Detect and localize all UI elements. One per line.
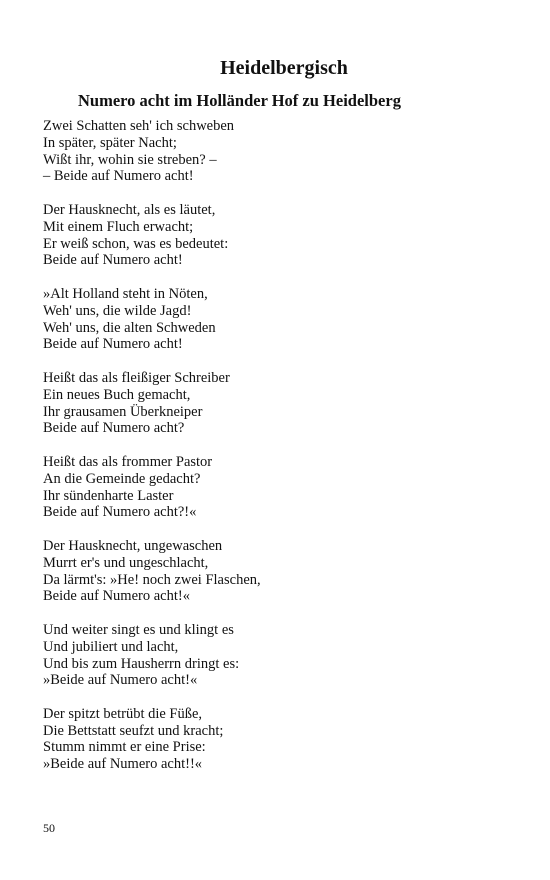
poem-line: Heißt das als fleißiger Schreiber	[43, 369, 230, 386]
poem-line: Beide auf Numero acht!	[43, 336, 183, 353]
poem-line: Der Hausknecht, ungewaschen	[43, 537, 223, 554]
stanza	[43, 706, 261, 773]
stanza	[43, 202, 261, 269]
poem-line: Beide auf Numero acht!	[43, 252, 183, 269]
poem-line: Murrt er's und ungeschlacht,	[43, 554, 209, 571]
poem-line: Beide auf Numero acht!«	[43, 588, 190, 605]
poem-line: »Alt Holland steht in Nöten,	[43, 285, 208, 302]
poem-title: Heidelbergisch	[220, 57, 348, 79]
poem-line: – Beide auf Numero acht!	[43, 168, 194, 185]
poem-line: Mit einem Fluch erwacht;	[43, 218, 194, 235]
poem-line: Ihr grausamen Überkneiper	[43, 403, 203, 420]
poem-line: In später, später Nacht;	[43, 134, 177, 151]
poem-line: »Beide auf Numero acht!«	[43, 672, 198, 689]
poem-line: An die Gemeinde gedacht?	[43, 470, 201, 487]
poem-line: Er weiß schon, was es bedeutet:	[43, 235, 229, 252]
poem-line: Und jubiliert und lacht,	[43, 638, 179, 655]
poem-line: Und weiter singt es und klingt es	[43, 621, 234, 638]
poem-line: Stumm nimmt er eine Prise:	[43, 739, 206, 756]
poem-line: Beide auf Numero acht?	[43, 420, 185, 437]
poem-line: Zwei Schatten seh' ich schweben	[43, 118, 235, 134]
poem-line: Weh' uns, die wilde Jagd!	[43, 302, 192, 319]
poem-line: Die Bettstatt seufzt und kracht;	[43, 722, 224, 739]
stanza	[43, 538, 261, 605]
stanza	[43, 454, 261, 521]
poem-line: Weh' uns, die alten Schweden	[43, 319, 216, 336]
stanza	[43, 370, 261, 437]
stanza	[43, 118, 261, 185]
poem-line: Beide auf Numero acht?!«	[43, 504, 197, 521]
page-number: 50	[43, 821, 55, 835]
poem-line: Ein neues Buch gemacht,	[43, 386, 191, 403]
poem-line: Der spitzt betrübt die Füße,	[43, 705, 203, 722]
poem-line: Wißt ihr, wohin sie streben? –	[43, 151, 217, 168]
poem-body	[43, 118, 261, 790]
stanza	[43, 286, 261, 353]
poem-line: Ihr sündenharte Laster	[43, 487, 174, 504]
poem-line: »Beide auf Numero acht!!«	[43, 756, 203, 773]
poem-line: Und bis zum Hausherrn dringt es:	[43, 655, 240, 672]
poem-subtitle: Numero acht im Holländer Hof zu Heidelberg	[78, 91, 401, 110]
stanza	[43, 622, 261, 689]
poem-line: Da lärmt's: »He! noch zwei Flaschen,	[43, 571, 261, 588]
poem-line: Der Hausknecht, als es läutet,	[43, 201, 216, 218]
poem-line: Heißt das als frommer Pastor	[43, 453, 213, 470]
